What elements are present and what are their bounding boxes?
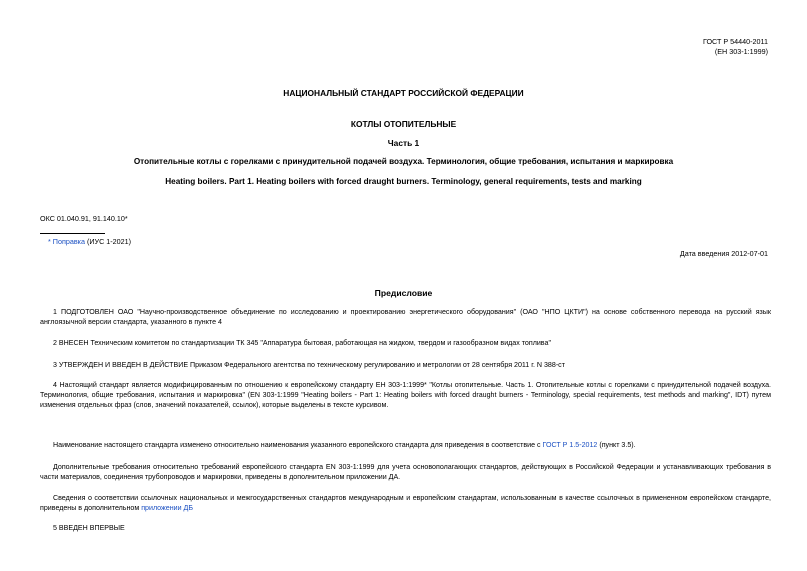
p5-tail: (пункт 3.5). xyxy=(597,441,636,449)
p7-text: Сведения о соответствии ссылочных национальных и межгосударственных стандартов международным и европейским стандартам, использованным в качестве ссылочных в примененном европейском стандарте, приведены в дополнительном xyxy=(40,494,771,512)
amendment-text: (ИУС 1-2021) xyxy=(84,237,132,246)
document-title: КОТЛЫ ОТОПИТЕЛЬНЫЕ xyxy=(350,119,457,129)
preface-paragraph-3: 3 УТВЕРЖДЕН И ВВЕДЕН В ДЕЙСТВИЕ Приказом Федерального агентства по техническому регулированию и метрологии от 28 сентября 2011 г. N 388-ст xyxy=(53,361,565,369)
part-number: Часть 1 xyxy=(387,138,420,148)
gost-number: ГОСТ Р 54440-2011 xyxy=(702,37,768,46)
preface-paragraph-6: Дополнительные требования относительно требований европейского стандарта EN 303-1:1999 для учета основополагающих стандартов, действующих в Российской Федерации и устанавливающих требования в части материалов, соединения трубопроводов и маркировки, приведены в дополнительном приложении ДА. xyxy=(40,463,771,481)
preface-paragraph-5 xyxy=(40,440,771,450)
gost-r-1-5-link[interactable]: ГОСТ Р 1.5-2012 xyxy=(542,441,598,449)
subtitle-russian: Отопительные котлы с горелками с принудительной подачей воздуха. Терминология, общие требования, испытания и маркировка xyxy=(133,157,674,166)
standard-type-heading: НАЦИОНАЛЬНЫЙ СТАНДАРТ РОССИЙСКОЙ ФЕДЕРАЦИИ xyxy=(283,88,524,98)
amendment-note xyxy=(48,237,131,246)
document-header xyxy=(703,37,768,56)
amendment-link[interactable]: * Поправка xyxy=(48,237,85,246)
subtitle-english: Heating boilers. Part 1. Heating boilers with forced draught burners. Terminology, general requirements, tests and marking xyxy=(165,177,642,186)
intro-date: Дата введения 2012-07-01 xyxy=(679,249,768,258)
preface-paragraph-8: 5 ВВЕДЕН ВПЕРВЫЕ xyxy=(53,524,125,532)
preface-paragraph-4: 4 Настоящий стандарт является модифицированным по отношению к европейскому стандарту ЕН 303-1:1999* "Котлы отопительные. Часть 1. Отопительные котлы с горелками с принудительной подачей воздуха. Терминология, общие требования, испытания и маркировка" (EN 303-1:1999 "Heating boilers - Part 1: Heating boilers with forced draught burners - Terminology, special requirements, test methods and marking", IDT) путем изменения отдельных фраз (слов, значений показателей, ссылок), которые выделены в тексте курсивом. xyxy=(40,381,771,409)
preface-paragraph-7 xyxy=(40,493,771,513)
p5-text: Наименование настоящего стандарта изменено относительно наименования указанного европейского стандарта для приведения в соответствие с xyxy=(53,441,543,449)
preface-paragraph-2: 2 ВНЕСЕН Техническим комитетом по стандартизации ТК 345 "Аппаратура бытовая, работающая на жидком, твердом и газообразном видах топлива" xyxy=(53,339,551,347)
appendix-db-link[interactable]: приложении ДБ xyxy=(141,504,193,512)
footnote-divider xyxy=(40,233,105,234)
preface-heading: Предисловие xyxy=(374,288,433,298)
oks-code: ОКС 01.040.91, 91.140.10* xyxy=(40,214,128,223)
preface-paragraph-1: 1 ПОДГОТОВЛЕН ОАО "Научно-производственное объединение по исследованию и проектированию энергетического оборудования" (ОАО "НПО ЦКТИ") на основе собственного перевода на русский язык англоязычной версии стандарта, указанного в пункте 4 xyxy=(40,308,771,326)
en-reference: (ЕН 303-1:1999) xyxy=(714,46,768,56)
